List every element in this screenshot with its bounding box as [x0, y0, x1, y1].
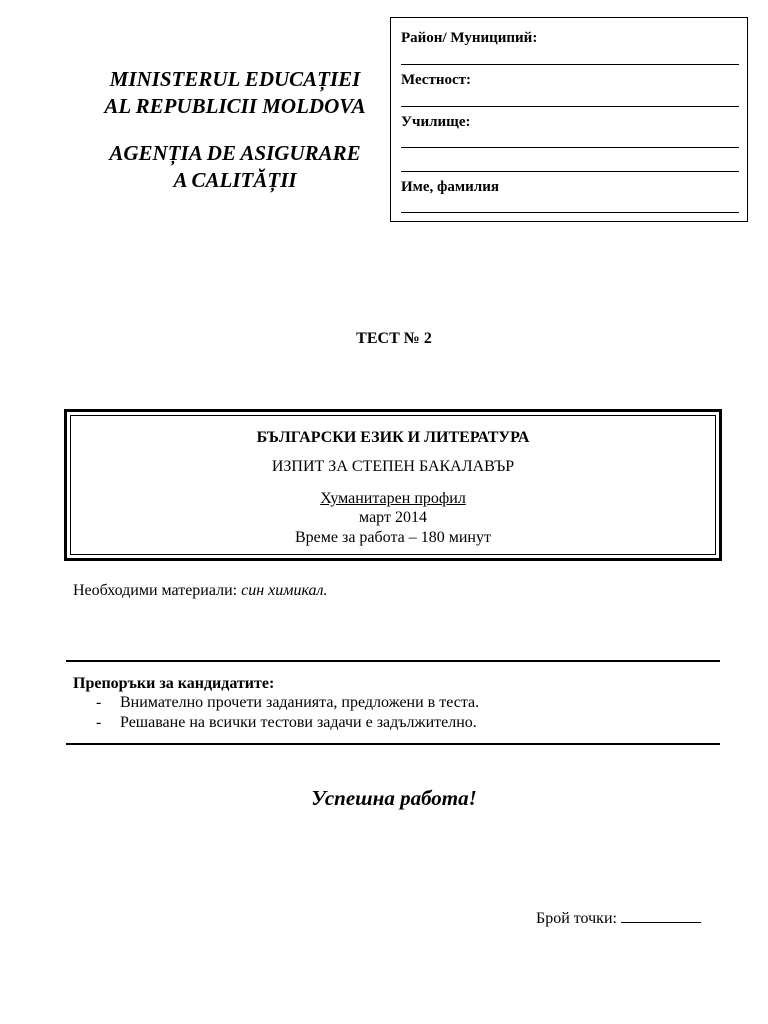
- subject-box: [64, 409, 722, 561]
- school-field-2[interactable]: [401, 171, 739, 172]
- name-label: Име, фамилия: [401, 179, 499, 195]
- recommendation-item: - Внимателно прочети заданията, предложени в теста.: [96, 694, 480, 711]
- recommendation-text: Решаване на всички тестови задачи е задължително.: [120, 714, 477, 731]
- district-field[interactable]: [401, 64, 739, 65]
- exam-type: ИЗПИТ ЗА СТЕПЕН БАКАЛАВЪР: [271, 458, 515, 475]
- exam-duration: Време за работа – 180 минут: [295, 529, 491, 546]
- district-label: Район/ Муниципий:: [401, 30, 538, 46]
- agency-line-2: A CALITĂȚII: [173, 168, 297, 192]
- good-luck-message: Успешна работа!: [311, 786, 477, 810]
- divider-bottom: [66, 743, 720, 745]
- exam-profile: Хуманитарен профил: [320, 490, 466, 507]
- school-field[interactable]: [401, 147, 739, 148]
- ministry-line-1: MINISTERUL EDUCAȚIEI: [109, 67, 361, 91]
- exam-date: март 2014: [359, 509, 427, 526]
- locality-label: Местност:: [401, 72, 471, 88]
- points-label: Брой точки:: [536, 910, 617, 927]
- ministry-header: [70, 66, 400, 194]
- divider-top: [66, 660, 720, 662]
- recommendation-item: - Решаване на всички тестови задачи е задължително.: [96, 714, 477, 731]
- agency-line-1: AGENȚIA DE ASIGURARE: [109, 141, 361, 165]
- subject-box-inner: [70, 415, 716, 555]
- materials-line: [73, 582, 328, 600]
- recommendations-title: Препоръки за кандидатите:: [73, 675, 275, 692]
- points-field[interactable]: [621, 908, 701, 923]
- materials-value: син химикал.: [241, 582, 328, 599]
- points-line: [536, 908, 701, 928]
- locality-field[interactable]: [401, 106, 739, 107]
- recommendation-text: Внимателно прочети заданията, предложени в теста.: [120, 694, 480, 711]
- subject-name: БЪЛГАРСКИ ЕЗИК И ЛИТЕРАТУРА: [256, 429, 530, 446]
- ministry-line-2: AL REPUBLICII MOLDOVA: [104, 94, 366, 118]
- candidate-info-box: [390, 17, 748, 222]
- name-field[interactable]: [401, 212, 739, 213]
- school-label: Училище:: [401, 114, 471, 130]
- test-title: ТЕСТ № 2: [356, 330, 432, 347]
- materials-label: Необходими материали:: [73, 582, 242, 599]
